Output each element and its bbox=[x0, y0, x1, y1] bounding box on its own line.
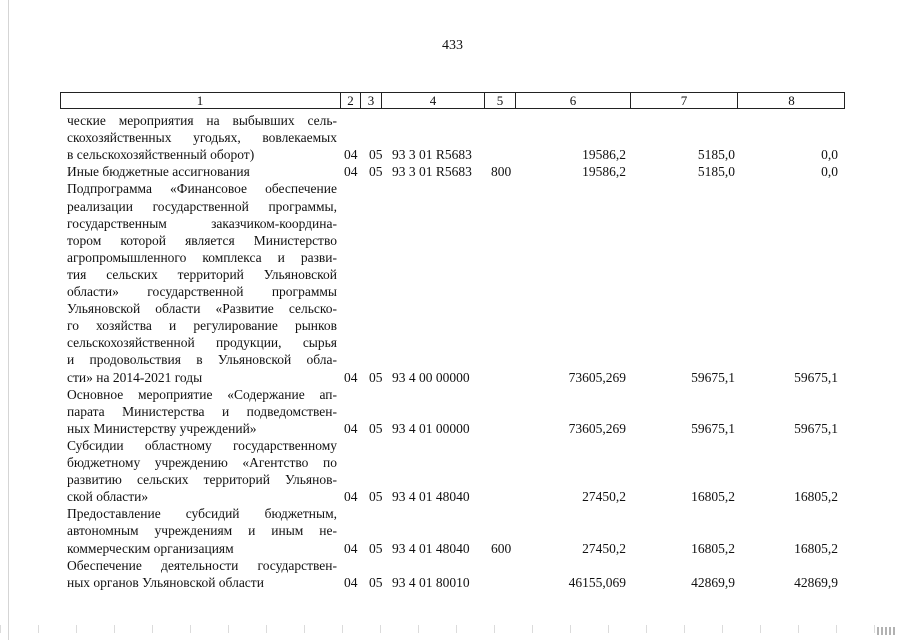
row-text-line: коммерческим организациям bbox=[67, 540, 234, 556]
cell-col7: 16805,2 bbox=[691, 540, 735, 556]
cell-col6: 73605,269 bbox=[568, 369, 626, 385]
row-text-line: сти» на 2014-2021 годы bbox=[67, 369, 203, 385]
cell-col6: 46155,069 bbox=[568, 574, 626, 590]
cell-col4: 93 4 01 48040 bbox=[392, 540, 470, 556]
cell-col5: 600 bbox=[491, 540, 512, 556]
cell-col2: 04 bbox=[344, 369, 358, 385]
header-cell-2: 2 bbox=[341, 92, 361, 109]
row-text-line: сельскохозяйственной продукции, сырья bbox=[67, 335, 337, 351]
row-text-line: государственным заказчиком-координа- bbox=[67, 215, 337, 231]
cell-col6: 27450,2 bbox=[582, 489, 626, 505]
row-text-line: го хозяйства и регулирование рынков bbox=[67, 318, 337, 334]
cell-col7: 59675,1 bbox=[691, 420, 735, 436]
header-cell-3: 3 bbox=[361, 92, 382, 109]
row-text-line: скохозяйственных угодьях, вовлекаемых bbox=[67, 130, 337, 146]
cell-col4: 93 4 00 00000 bbox=[392, 369, 470, 385]
row-text-line: реализации государственной программы, bbox=[67, 198, 337, 214]
cell-col8: 16805,2 bbox=[794, 489, 838, 505]
row-text-line: ных Министерству учреждений» bbox=[67, 420, 257, 436]
cell-col8: 16805,2 bbox=[794, 540, 838, 556]
row-text-line: и продовольствия в Ульяновской обла- bbox=[67, 352, 337, 368]
cell-col7: 5185,0 bbox=[697, 147, 735, 163]
cell-col8: 0,0 bbox=[821, 147, 838, 163]
cell-col4: 93 4 01 80010 bbox=[392, 574, 470, 590]
cell-col4: 93 3 01 R5683 bbox=[392, 164, 472, 180]
row-text-line: Подпрограмма «Финансовое обеспечение bbox=[67, 181, 337, 197]
row-text-line: области» государственной программы bbox=[67, 284, 337, 299]
cell-col7: 59675,1 bbox=[691, 369, 735, 385]
cell-col6: 73605,269 bbox=[568, 420, 626, 436]
row-text-line: бюджетному учреждению «Агентство по bbox=[67, 455, 337, 470]
cell-col4: 93 3 01 R5683 bbox=[392, 147, 472, 163]
cell-col5: 800 bbox=[491, 164, 512, 180]
cell-col2: 04 bbox=[344, 489, 358, 505]
row-text-line: развитию сельских территорий Ульянов- bbox=[67, 472, 337, 488]
cell-col6: 19586,2 bbox=[582, 164, 626, 180]
cell-col7: 5185,0 bbox=[697, 164, 735, 180]
scan-artifact-dots bbox=[0, 625, 905, 633]
row-text-line: автономным учреждениям и иным не- bbox=[67, 523, 337, 539]
row-text-line: Иные бюджетные ассигнования bbox=[67, 164, 250, 180]
cell-col8: 59675,1 bbox=[794, 369, 838, 385]
cell-col4: 93 4 01 48040 bbox=[392, 489, 470, 505]
scan-edge-line bbox=[8, 0, 9, 640]
row-text-line: Ульяновской области «Развитие сельско- bbox=[67, 301, 337, 317]
cell-col4: 93 4 01 00000 bbox=[392, 420, 470, 436]
row-text-line: Основное мероприятие «Содержание ап- bbox=[67, 386, 337, 402]
row-text-line: ской области» bbox=[67, 489, 149, 505]
cell-col6: 27450,2 bbox=[582, 540, 626, 556]
cell-col3: 05 bbox=[369, 574, 383, 590]
cell-col3: 05 bbox=[369, 420, 383, 436]
row-text-line: агропромышленного комплекса и разви- bbox=[67, 249, 337, 265]
header-cell-4: 4 bbox=[382, 92, 485, 109]
cell-col3: 05 bbox=[369, 540, 383, 556]
header-cell-6: 6 bbox=[516, 92, 631, 109]
header-cell-7: 7 bbox=[631, 92, 738, 109]
row-text-line: в сельскохозяйственный оборот) bbox=[67, 147, 255, 163]
cell-col8: 42869,9 bbox=[794, 574, 838, 590]
scan-corner-mark bbox=[877, 627, 897, 635]
cell-col3: 05 bbox=[369, 164, 383, 180]
cell-col2: 04 bbox=[344, 420, 358, 436]
row-text-line: Обеспечение деятельности государствен- bbox=[67, 557, 337, 573]
cell-col3: 05 bbox=[369, 147, 383, 163]
row-text-line: Субсидии областному государственному bbox=[67, 437, 337, 453]
cell-col2: 04 bbox=[344, 164, 358, 180]
row-text-line: тором которой является Министерство bbox=[67, 232, 337, 248]
cell-col7: 16805,2 bbox=[691, 489, 735, 505]
page-number: 433 bbox=[442, 38, 463, 53]
row-text-line: парата Министерства и подведомствен- bbox=[67, 403, 337, 419]
row-text-line: тия сельских территорий Ульяновской bbox=[67, 266, 337, 282]
header-cell-8: 8 bbox=[788, 93, 795, 108]
row-text-line: ных органов Ульяновской области bbox=[67, 574, 264, 590]
cell-col3: 05 bbox=[369, 489, 383, 505]
row-text-line: ческие мероприятия на выбывших сель- bbox=[67, 113, 337, 128]
cell-col8: 59675,1 bbox=[794, 420, 838, 436]
cell-col7: 42869,9 bbox=[691, 574, 735, 590]
cell-col2: 04 bbox=[344, 147, 358, 163]
header-cell-1: 1 bbox=[60, 92, 341, 109]
cell-col3: 05 bbox=[369, 369, 383, 385]
cell-col8: 0,0 bbox=[821, 164, 838, 180]
cell-col6: 19586,2 bbox=[582, 147, 626, 163]
row-text-line: Предоставление субсидий бюджетным, bbox=[67, 506, 337, 522]
cell-col2: 04 bbox=[344, 540, 358, 556]
cell-col2: 04 bbox=[344, 574, 358, 590]
header-cell-5: 5 bbox=[485, 92, 516, 109]
